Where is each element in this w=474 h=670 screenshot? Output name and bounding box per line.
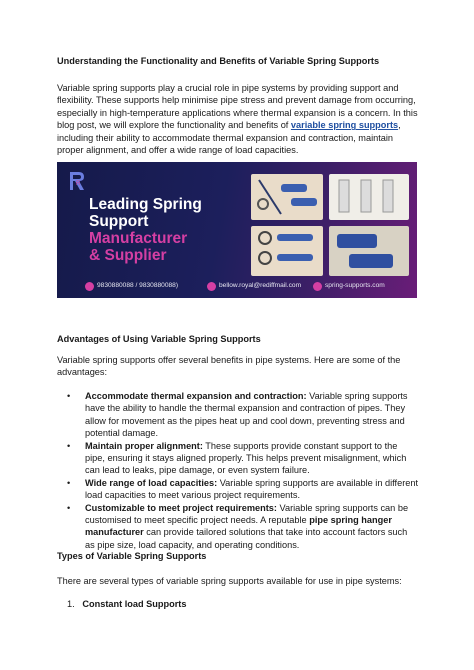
spring-support-image bbox=[329, 174, 409, 220]
product-photo bbox=[329, 226, 409, 276]
product-photo bbox=[251, 174, 323, 220]
list-item-title: Accommodate thermal expansion and contraction: bbox=[85, 391, 307, 401]
list-item bbox=[57, 440, 419, 477]
banner-contact-bar bbox=[63, 280, 413, 294]
section-heading: Advantages of Using Variable Spring Supports bbox=[57, 334, 261, 344]
banner-title-line: Support bbox=[89, 213, 149, 230]
list-item bbox=[57, 390, 419, 440]
list-number: 1. bbox=[67, 599, 75, 609]
advantages-list bbox=[57, 390, 419, 551]
types-list-item bbox=[67, 599, 186, 609]
banner-website: spring-supports.com bbox=[325, 282, 385, 289]
bullet-icon: • bbox=[67, 502, 71, 513]
list-item-label: Constant load Supports bbox=[82, 599, 187, 609]
phone-icon bbox=[85, 282, 94, 291]
email-icon bbox=[207, 282, 216, 291]
svg-text:R: R bbox=[76, 181, 81, 187]
list-item-text: Variable spring supports have the ability to handle the thermal expansion and contraction of pipes. They allow for movement as the pipes heat up and cool down, preventing stress and potential damage. bbox=[85, 391, 408, 439]
banner-title-line-accent: & Supplier bbox=[89, 247, 167, 264]
list-item-text: Variable spring supports can be customised to meet specific project needs. A reputable bbox=[85, 502, 409, 526]
list-item-text: Variable spring supports are available in different load capacities to meet various project requirements. bbox=[85, 477, 419, 501]
intro-text: Variable spring supports play a crucial role in pipe systems by providing support and flexibility. These supports help minimise pipe stress and prevent damage from occurring, especially in high-temperature applications where thermal expansion is a concern. In this blog post, we will explore the functionality and benefits of bbox=[57, 83, 418, 131]
banner-phone: 9830880088 / 9830880088) bbox=[97, 282, 179, 289]
promo-banner bbox=[57, 162, 417, 298]
section-heading: Understanding the Functionality and Benefits of Variable Spring Supports bbox=[57, 56, 380, 66]
intro-text-end: , including their ability to accommodate thermal expansion and contraction, maintain proper alignment, and offer a wide range of load capacities. bbox=[57, 120, 401, 156]
banner-title-line-accent: Manufacturer bbox=[89, 230, 188, 247]
product-photo bbox=[329, 174, 409, 220]
list-item-text: can provide tailored solutions that take into account factors such as pipe size, load capacity, and operating conditions. bbox=[85, 527, 408, 550]
company-logo-icon bbox=[67, 170, 87, 192]
bullet-icon: • bbox=[67, 440, 71, 451]
list-item bbox=[57, 477, 419, 502]
list-item-emphasis: pipe spring hanger manufacturer bbox=[85, 515, 392, 538]
bullet-icon: • bbox=[67, 391, 71, 401]
product-photo bbox=[251, 226, 323, 276]
intro-paragraph bbox=[57, 82, 419, 156]
banner-title-line: Leading Spring bbox=[89, 196, 202, 213]
variable-spring-supports-link[interactable]: variable spring supports bbox=[290, 120, 399, 131]
bullet-icon: • bbox=[67, 477, 71, 488]
list-item-text: These supports provide constant support to the pipe, ensuring it stays aligned properly. This helps prevent misalignment, which can lead to leaks, pipe damage, or even system failure. bbox=[85, 440, 407, 476]
list-item-title: Wide range of load capacities: bbox=[85, 477, 218, 488]
spring-can-image bbox=[329, 226, 409, 276]
globe-icon bbox=[313, 282, 322, 291]
product-photos bbox=[251, 174, 409, 278]
section-heading: Types of Variable Spring Supports bbox=[57, 551, 207, 561]
spring-hanger-image bbox=[251, 174, 323, 220]
list-item bbox=[57, 502, 419, 552]
types-intro: There are several types of variable spring supports available for use in pipe systems: bbox=[57, 576, 402, 586]
list-item-title: Customizable to meet project requirements: bbox=[85, 502, 277, 513]
banner-title bbox=[89, 196, 202, 264]
list-item-title: Maintain proper alignment: bbox=[85, 440, 203, 451]
banner-email: bellow.royal@rediffmail.com bbox=[219, 282, 302, 289]
advantages-intro: Variable spring supports offer several benefits in pipe systems. Here are some of the advantages: bbox=[57, 355, 401, 378]
hanger-rods-image bbox=[251, 226, 323, 276]
